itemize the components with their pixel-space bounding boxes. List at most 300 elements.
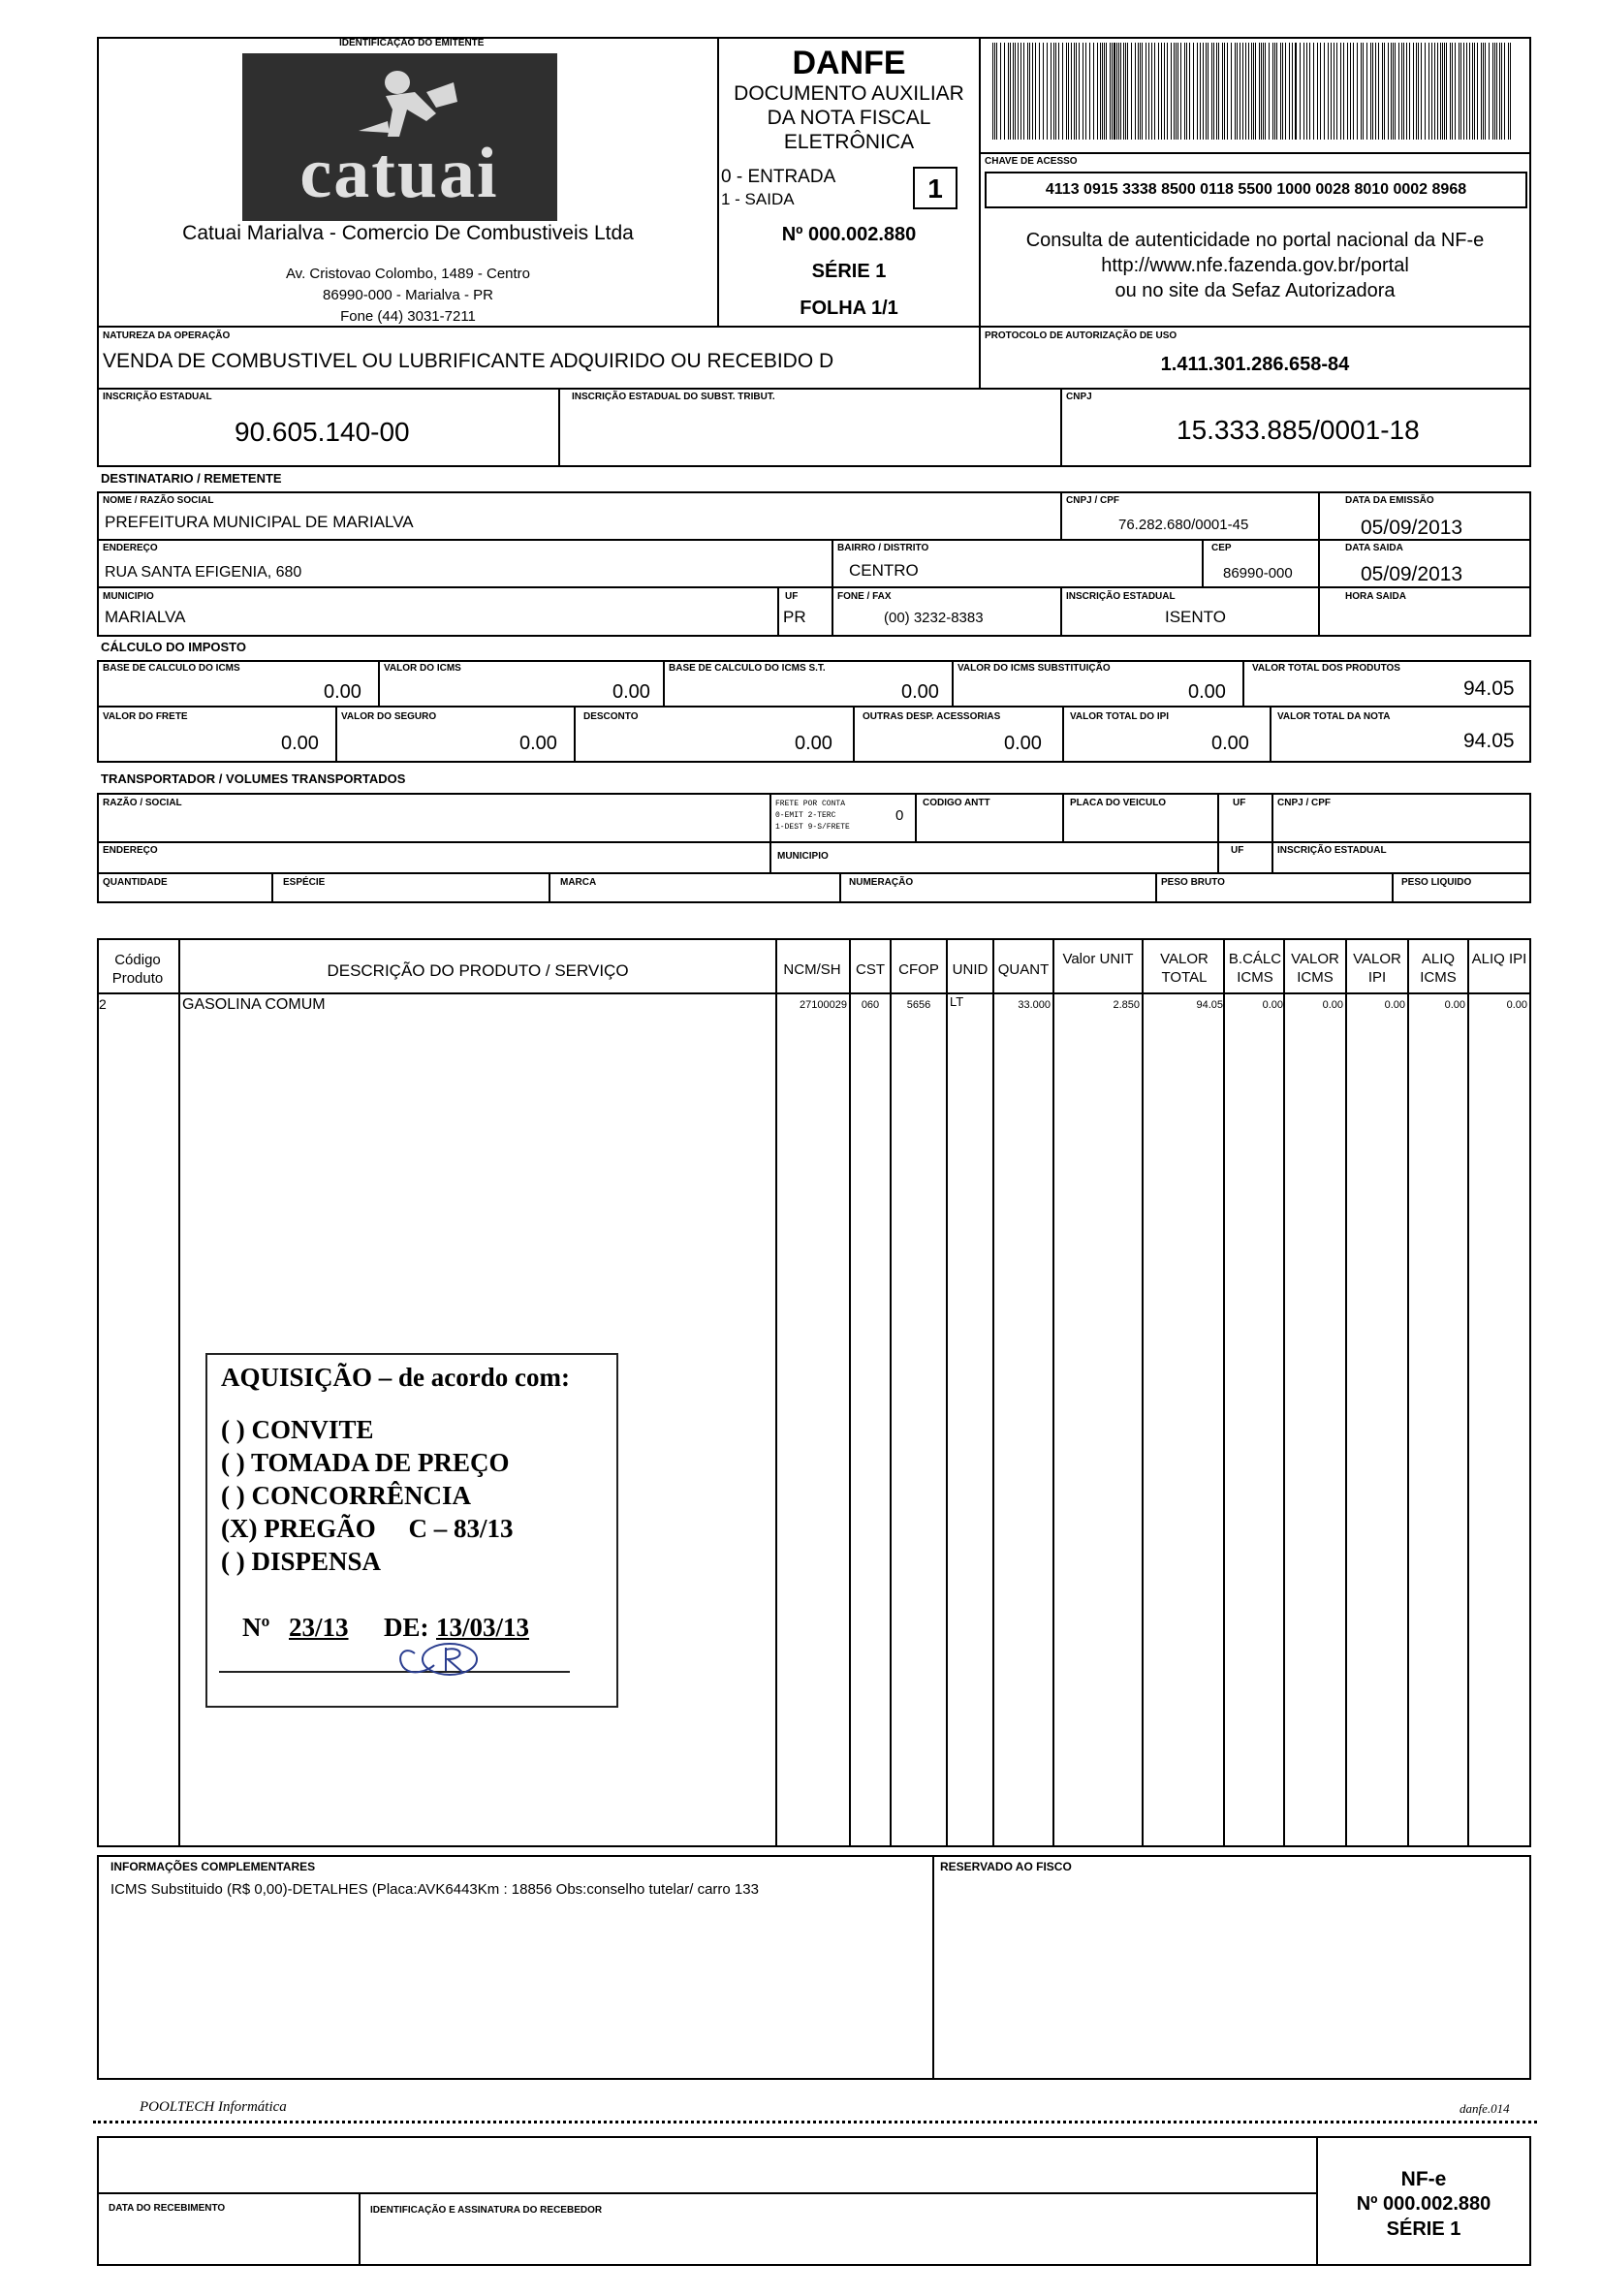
transp-ie-label: INSCRIÇÃO ESTADUAL [1277, 845, 1387, 856]
barcode-bar [1510, 43, 1511, 140]
transp-frete-value: 0 [895, 807, 904, 824]
emitente-cep-cidade: 86990-000 - Marialva - PR [323, 287, 493, 303]
barcode-bar [1317, 43, 1318, 140]
item-aliq-icms: 0.00 [1444, 999, 1465, 1011]
barcode-bar [1242, 43, 1243, 140]
item-aliq-ipi: 0.00 [1506, 999, 1527, 1011]
imposto-total-produtos: 94.05 [1463, 677, 1515, 700]
column-divider [178, 938, 180, 1847]
barcode-bar [1066, 43, 1067, 140]
column-divider [1052, 938, 1054, 1847]
transp-frete-3: 1-DEST 9-S/FRETE [775, 823, 850, 832]
barcode-bar [1395, 43, 1396, 140]
danfe-subtitle-2: DA NOTA FISCAL [767, 107, 931, 129]
barcode-bar [996, 43, 997, 140]
col-header-codigo: Código Produto [111, 952, 164, 987]
barcode-bar [1501, 43, 1502, 140]
col-header-quant: QUANT [997, 961, 1050, 978]
barcode-bar [1336, 43, 1337, 140]
barcode-bar [1466, 43, 1467, 140]
transp-quantidade-label: QUANTIDADE [103, 877, 168, 888]
barcode-bar [1161, 43, 1162, 140]
barcode-bar [1416, 43, 1417, 140]
barcode-bar [1039, 43, 1040, 140]
barcode-bar [1100, 43, 1101, 140]
barcode-bar [1035, 43, 1036, 140]
transp-especie-label: ESPÉCIE [283, 877, 326, 888]
barcode-bar [1213, 43, 1214, 140]
dest-saida-label: DATA SAIDA [1345, 543, 1403, 553]
canhoto-nfe: NF-e [1400, 2168, 1447, 2190]
transp-endereco-label: ENDEREÇO [103, 845, 158, 856]
barcode-bar [1174, 43, 1175, 140]
barcode-bar [1211, 43, 1212, 140]
barcode-bar [1300, 43, 1301, 140]
barcode-bar [1382, 43, 1383, 140]
barcode-bar [1340, 43, 1341, 140]
ie-label: INSCRIÇÃO ESTADUAL [103, 392, 212, 402]
barcode-bar [1442, 43, 1443, 140]
imposto-total-nota-label: VALOR TOTAL DA NOTA [1277, 711, 1391, 722]
logo-text: catuai [299, 134, 499, 213]
barcode-bar [1398, 43, 1399, 140]
canhoto-serie: SÉRIE 1 [1386, 2218, 1461, 2240]
column-divider [1283, 938, 1285, 1847]
barcode-bar [1227, 43, 1228, 140]
barcode-bar [1272, 43, 1273, 140]
barcode-bar [1413, 43, 1414, 140]
barcode-bar [1276, 43, 1277, 140]
dest-ie: ISENTO [1165, 608, 1226, 626]
barcode-bar [1023, 43, 1024, 140]
signature-icon [386, 1636, 502, 1684]
col-header-ncm: NCM/SH [783, 961, 841, 978]
barcode-bar [1008, 43, 1009, 140]
barcode-bar [1306, 43, 1307, 140]
barcode-bar [1328, 43, 1329, 140]
barcode-bar [1253, 43, 1254, 140]
imposto-frete: 0.00 [281, 733, 319, 754]
barcode-bar [1120, 43, 1121, 140]
dest-uf: PR [783, 608, 806, 626]
barcode-bar [1131, 43, 1132, 140]
dest-cnpj: 76.282.680/0001-45 [1118, 517, 1249, 533]
barcode-bar [1106, 43, 1107, 140]
transp-peso-liquido-label: PESO LIQUIDO [1401, 877, 1472, 888]
stamp-option-tomada: ( ) TOMADA DE PREÇO [221, 1448, 510, 1477]
barcode-bar [1076, 43, 1077, 140]
barcode-bar [1372, 43, 1373, 140]
barcode-bar [1421, 43, 1422, 140]
danfe-entrada: 0 - ENTRADA [721, 167, 836, 187]
barcode-bar [1485, 43, 1486, 140]
imposto-bc-icms: 0.00 [324, 681, 361, 703]
barcode-bar [1361, 43, 1362, 140]
transp-peso-bruto-label: PESO BRUTO [1161, 877, 1225, 888]
barcode-bar [1280, 43, 1281, 140]
barcode-bar [1459, 43, 1460, 140]
barcode-bar [1403, 43, 1404, 140]
stamp-title: AQUISIÇÃO – de acordo com: [221, 1363, 570, 1392]
barcode-bar [1401, 43, 1402, 140]
acquisition-stamp [205, 1353, 618, 1708]
barcode-bar [1114, 43, 1115, 140]
chave-value: 4113 0915 3338 8500 0118 5500 1000 0028 8010 0002 8968 [985, 172, 1527, 208]
barcode-bar [1463, 43, 1464, 140]
barcode-bar [1472, 43, 1473, 140]
barcode-bar [1154, 43, 1155, 140]
barcode-bar [1245, 43, 1246, 140]
barcode-bar [1263, 43, 1264, 140]
barcode-bar [1477, 43, 1478, 140]
transp-antt-label: CODIGO ANTT [923, 798, 990, 808]
barcode-bar [1437, 43, 1438, 140]
barcode-bar [1431, 43, 1432, 140]
imposto-total-ipi: 0.00 [1211, 733, 1249, 754]
transp-razao-label: RAZÃO / SOCIAL [103, 798, 182, 808]
natureza-value: VENDA DE COMBUSTIVEL OU LUBRIFICANTE ADQUIRIDO OU RECEBIDO D [103, 350, 834, 372]
barcode-bar [1180, 43, 1181, 140]
barcode-bar [1504, 43, 1505, 140]
imposto-total-ipi-label: VALOR TOTAL DO IPI [1070, 711, 1170, 722]
barcode-bar [1224, 43, 1225, 140]
barcode-bar [1158, 43, 1159, 140]
barcode-bar [1127, 43, 1128, 140]
chave-consulta-1: Consulta de autenticidade no portal nacional da NF-e [1025, 230, 1485, 251]
stamp-option-convite: ( ) CONVITE [221, 1415, 374, 1444]
transp-uf-label: UF [1233, 798, 1246, 808]
column-divider [1345, 938, 1347, 1847]
danfe-folha: FOLHA 1/1 [800, 298, 898, 319]
barcode-bar [1093, 43, 1094, 140]
barcode-bar [1285, 43, 1286, 140]
barcode-bar [1104, 43, 1105, 140]
barcode-bar [1474, 43, 1475, 140]
emitente-fone: Fone (44) 3031-7211 [340, 308, 476, 325]
canhoto-data-label: DATA DO RECEBIMENTO [109, 2203, 226, 2214]
barcode-bar [1177, 43, 1178, 140]
imposto-icms-subst-label: VALOR DO ICMS SUBSTITUIÇÃO [957, 663, 1111, 674]
barcode-bar [1331, 43, 1332, 140]
column-divider [849, 938, 851, 1847]
chave-consulta-2: http://www.nfe.fazenda.gov.br/portal [1101, 255, 1409, 276]
col-header-aliq-ipi: ALIQ IPI [1471, 951, 1527, 967]
imposto-section-label: CÁLCULO DO IMPOSTO [101, 640, 246, 654]
barcode-bar [1324, 43, 1325, 140]
barcode-bar [1483, 43, 1484, 140]
barcode-bar [1265, 43, 1266, 140]
item-quant: 33.000 [1018, 999, 1051, 1011]
barcode-bar [1343, 43, 1344, 140]
barcode-bar [1200, 43, 1201, 140]
barcode-bar [1032, 43, 1033, 140]
cut-line [93, 2121, 1537, 2123]
barcode-bar [1289, 43, 1290, 140]
barcode-bar [1378, 43, 1379, 140]
barcode-bar [1116, 43, 1117, 140]
destinatario-section-label: DESTINATARIO / REMETENTE [101, 471, 282, 486]
form-code: danfe.014 [1460, 2101, 1510, 2116]
barcode-bar [1375, 43, 1376, 140]
barcode-bar [1259, 43, 1260, 140]
stamp-rubrica [444, 1648, 445, 1649]
dest-fone-label: FONE / FAX [837, 591, 892, 602]
barcode-bar [1269, 43, 1270, 140]
emitente-endereco: Av. Cristovao Colombo, 1489 - Centro [285, 266, 531, 282]
item-valor-ipi: 0.00 [1384, 999, 1405, 1011]
col-header-aliq-icms: ALIQ ICMS [1420, 951, 1457, 986]
transp-cnpj-label: CNPJ / CPF [1277, 798, 1332, 808]
barcode-bar [1193, 43, 1194, 140]
barcode-bar [1206, 43, 1207, 140]
barcode-bar [1197, 43, 1198, 140]
barcode-bar [1167, 43, 1168, 140]
col-header-bc-icms: B.CÁLC ICMS [1228, 951, 1282, 986]
column-divider [1407, 938, 1409, 1847]
barcode-bar [1110, 43, 1111, 140]
chave-consulta-3: ou no site da Sefaz Autorizadora [1114, 280, 1396, 301]
emitente-razao-social: Catuai Marialva - Comercio De Combustiveis Ltda [182, 222, 634, 244]
item-valor-icms: 0.00 [1322, 999, 1343, 1011]
barcode-bar [1499, 43, 1500, 140]
col-header-cst: CST [856, 961, 885, 978]
stamp-option-concorrencia: ( ) CONCORRÊNCIA [221, 1481, 471, 1510]
barcode-bar [1384, 43, 1385, 140]
info-label: INFORMAÇÕES COMPLEMENTARES [110, 1860, 316, 1873]
danfe-serie: SÉRIE 1 [811, 261, 887, 282]
barcode-bar [1460, 43, 1461, 140]
barcode-bar [1309, 43, 1310, 140]
barcode-bar [1434, 43, 1435, 140]
imposto-seguro-label: VALOR DO SEGURO [341, 711, 437, 722]
barcode-bar [1370, 43, 1371, 140]
item-valor-total: 94.05 [1196, 999, 1223, 1011]
item-descricao: GASOLINA COMUM [182, 996, 326, 1013]
barcode-bar [1118, 43, 1119, 140]
transp-numeracao-label: NUMERAÇÃO [849, 877, 914, 888]
item-unid: LT [950, 994, 964, 1009]
barcode-bar [1112, 43, 1113, 140]
barcode-bar [1274, 43, 1275, 140]
barcode-bar [1004, 43, 1005, 140]
stamp-option-pregao: (X) PREGÃO C – 83/13 [221, 1514, 514, 1543]
barcode-bar [1010, 43, 1011, 140]
column-divider [946, 938, 948, 1847]
col-header-valor-icms: VALOR ICMS [1291, 951, 1339, 986]
barcode-bar [1363, 43, 1364, 140]
barcode-bar [1255, 43, 1256, 140]
danfe-saida: 1 - SAIDA [721, 190, 795, 208]
imposto-frete-label: VALOR DO FRETE [103, 711, 188, 722]
barcode-bar [1058, 43, 1059, 140]
dest-emissao-label: DATA DA EMISSÃO [1345, 495, 1434, 506]
barcode-bar [1452, 43, 1453, 140]
barcode-bar [1391, 43, 1392, 140]
imposto-icms-label: VALOR DO ICMS [384, 663, 461, 674]
imposto-desconto-label: DESCONTO [583, 711, 639, 722]
ie-st-label: INSCRIÇÃO ESTADUAL DO SUBST. TRIBUT. [572, 392, 775, 402]
barcode-bar [1102, 43, 1103, 140]
barcode-bar [1186, 43, 1187, 140]
barcode-bar [1171, 43, 1172, 140]
imposto-desconto: 0.00 [795, 733, 832, 754]
imposto-total-produtos-label: VALOR TOTAL DOS PRODUTOS [1252, 663, 1400, 674]
stamp-data-prefix: DE: [384, 1613, 429, 1642]
barcode-bar [1018, 43, 1019, 140]
barcode-bar [1222, 43, 1223, 140]
barcode-bar [1184, 43, 1185, 140]
barcode-bar [1353, 43, 1354, 140]
col-header-cfop: CFOP [898, 961, 939, 978]
barcode-bar [1350, 43, 1351, 140]
ie-value: 90.605.140-00 [235, 417, 410, 447]
barcode-bar [1406, 43, 1407, 140]
imposto-outras-label: OUTRAS DESP. ACESSORIAS [863, 711, 1001, 722]
barcode-bar [1027, 43, 1028, 140]
barcode-bar [1282, 43, 1283, 140]
transp-placa-label: PLACA DO VEICULO [1070, 798, 1167, 808]
col-header-valor-ipi: VALOR IPI [1353, 951, 1401, 986]
stamp-numero-prefix: Nº [242, 1613, 270, 1642]
barcode-bar [1140, 43, 1141, 140]
dest-hora-label: HORA SAIDA [1345, 591, 1406, 602]
barcode-bar [1450, 43, 1451, 140]
barcode-bar [1071, 43, 1072, 140]
barcode-bar [1492, 43, 1493, 140]
danfe-subtitle-3: ELETRÔNICA [783, 131, 915, 153]
barcode-bar [1013, 43, 1014, 140]
barcode-bar [1237, 43, 1238, 140]
transp-frete-1: FRETE POR CONTA [775, 800, 846, 808]
barcode-bar [1085, 43, 1086, 140]
barcode-bar [1469, 43, 1470, 140]
barcode-bar [1125, 43, 1126, 140]
col-header-unid: UNID [952, 961, 989, 978]
column-divider [1142, 938, 1144, 1847]
imposto-seguro: 0.00 [519, 733, 557, 754]
danfe-tipo: 1 [913, 167, 957, 209]
barcode-bar [1097, 43, 1098, 140]
barcode-bar [1366, 43, 1367, 140]
barcode-bar [1020, 43, 1021, 140]
barcode-bar [1151, 43, 1152, 140]
imposto-outras: 0.00 [1004, 733, 1042, 754]
dest-bairro-label: BAIRRO / DISTRITO [837, 543, 929, 553]
canhoto-numero: Nº 000.002.880 [1356, 2193, 1491, 2215]
barcode-bar [1123, 43, 1124, 140]
barcode-bar [1231, 43, 1232, 140]
barcode-bar [1388, 43, 1389, 140]
barcode-bar [1508, 43, 1509, 140]
item-valor-unit: 2.850 [1113, 999, 1140, 1011]
item-ncm: 27100029 [800, 999, 847, 1011]
column-divider [775, 938, 777, 1847]
barcode-bar [1428, 43, 1429, 140]
col-header-valor-total: VALOR TOTAL [1160, 951, 1209, 986]
column-divider [1467, 938, 1469, 1847]
fisco-label: RESERVADO AO FISCO [940, 1860, 1072, 1873]
stamp-option-dispensa: ( ) DISPENSA [221, 1547, 382, 1576]
danfe-numero: Nº 000.002.880 [781, 224, 917, 245]
barcode-bar [992, 43, 993, 140]
barcode-bar [1043, 43, 1044, 140]
danfe-subtitle-1: DOCUMENTO AUXILIAR [734, 82, 964, 105]
dest-bairro: CENTRO [849, 561, 919, 580]
software-credit: POOLTECH Informática [140, 2099, 287, 2115]
imposto-bc-icms-label: BASE DE CALCULO DO ICMS [103, 663, 240, 674]
barcode-bar [1418, 43, 1419, 140]
column-divider [1223, 938, 1225, 1847]
barcode-bar [1051, 43, 1052, 140]
chave-label: CHAVE DE ACESSO [985, 156, 1078, 167]
barcode-bar [1455, 43, 1456, 140]
barcode-bar [1292, 43, 1293, 140]
protocolo-label: PROTOCOLO DE AUTORIZAÇÃO DE USO [985, 330, 1177, 341]
dest-endereco-label: ENDEREÇO [103, 543, 158, 553]
column-divider [890, 938, 892, 1847]
barcode-bar [1142, 43, 1143, 140]
barcode-bar [1148, 43, 1149, 140]
barcode-bar [1208, 43, 1209, 140]
dest-fone: (00) 3232-8383 [884, 610, 984, 626]
barcode-bar [1062, 43, 1063, 140]
protocolo-value: 1.411.301.286.658-84 [1160, 354, 1350, 375]
cnpj-value: 15.333.885/0001-18 [1177, 415, 1420, 445]
col-header-valor-unit: Valor UNIT [1062, 951, 1134, 967]
stamp-numero: 23/13 [289, 1613, 349, 1642]
dest-nome-label: NOME / RAZÃO SOCIAL [103, 495, 214, 506]
imposto-total-nota: 94.05 [1463, 730, 1515, 752]
imposto-icms-subst: 0.00 [1188, 681, 1226, 703]
barcode-bar [1446, 43, 1447, 140]
transp-frete-2: 0-EMIT 2-TERC [775, 811, 836, 820]
transportador-section-label: TRANSPORTADOR / VOLUMES TRANSPORTADOS [101, 771, 406, 786]
dest-municipio-label: MUNICIPIO [103, 591, 154, 602]
cnpj-label: CNPJ [1066, 392, 1092, 402]
item-codigo: 2 [99, 996, 107, 1012]
barcode-bar [1313, 43, 1314, 140]
transp-uf2-label: UF [1231, 845, 1244, 856]
barcode-bar [1189, 43, 1190, 140]
barcode-bar [1444, 43, 1445, 140]
item-cst: 060 [861, 999, 880, 1011]
barcode-bar [1357, 43, 1358, 140]
barcode-bar [1248, 43, 1249, 140]
imposto-bc-icms-st: 0.00 [901, 681, 939, 703]
emitente-section-label: IDENTIFICAÇÃO DO EMITENTE [339, 38, 485, 48]
barcode-bar [1000, 43, 1001, 140]
column-divider [992, 938, 994, 1847]
barcode-bar [1440, 43, 1441, 140]
barcode-bar [1320, 43, 1321, 140]
barcode-bar [1218, 43, 1219, 140]
barcode-bar [1074, 43, 1075, 140]
info-text: ICMS Substituido (R$ 0,00)-DETALHES (Placa:AVK6443Km : 18856 Obs:conselho tutelar/ carro 133 [110, 1881, 759, 1898]
item-bc-icms: 0.00 [1262, 999, 1283, 1011]
barcode-bar [1347, 43, 1348, 140]
barcode-bar [1053, 43, 1054, 140]
barcode-bar [1481, 43, 1482, 140]
barcode-bar [1047, 43, 1048, 140]
barcode-bar [1015, 43, 1016, 140]
danfe-title: DANFE [792, 45, 906, 81]
item-cfop: 5656 [906, 999, 931, 1011]
barcode-bar [1295, 43, 1297, 140]
barcode-bar [1203, 43, 1204, 140]
dest-saida: 05/09/2013 [1361, 563, 1463, 585]
barcode-bar [1496, 43, 1497, 140]
barcode-bar [1029, 43, 1030, 140]
